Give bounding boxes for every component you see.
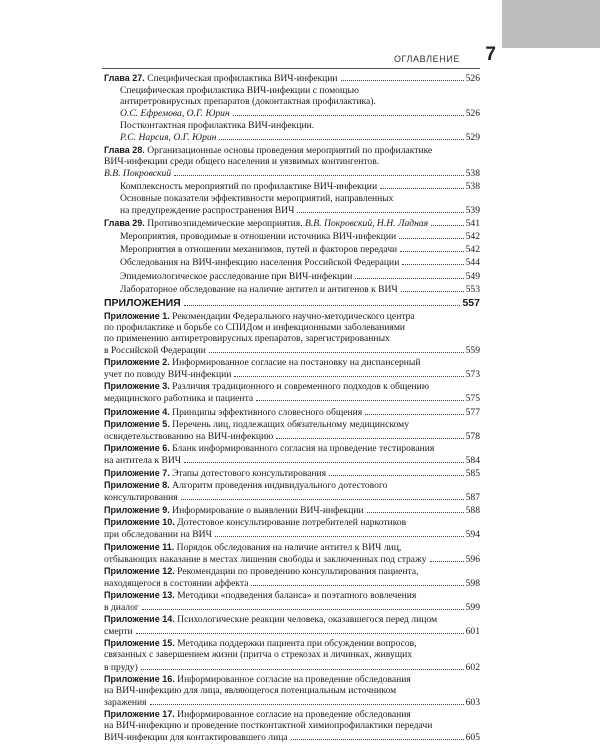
toc-entry[interactable] [104, 504, 480, 516]
entry-title: Бланк информированного согласия на проведение тестирования [172, 442, 435, 454]
entry-label: Приложение 4. [104, 406, 170, 417]
entry-title: ВИЧ-инфекции среди общего населения и уязвимых контингентов. [104, 155, 380, 167]
leader-dots [181, 491, 464, 500]
entry-author: В.В. Покровский [104, 167, 172, 179]
toc-entry[interactable] [104, 638, 480, 672]
line-text [104, 542, 401, 553]
line-text [104, 73, 338, 84]
entry-title: в пруду) [104, 661, 138, 673]
toc-entry[interactable] [104, 283, 480, 295]
page-ref: 549 [465, 270, 480, 282]
line-text [104, 614, 437, 625]
entry-title: в диалог [104, 602, 139, 614]
entry-title: находящегося в состоянии аффекта [104, 577, 249, 589]
toc-line [104, 720, 480, 731]
leader-dots [430, 553, 464, 562]
entry-title: на предупреждение распространения ВИЧ [120, 205, 295, 217]
page-ref: 605 [465, 732, 480, 744]
line-text [104, 697, 147, 708]
toc-line [104, 217, 480, 229]
toc-entry[interactable] [104, 193, 480, 216]
page-ref: 587 [465, 492, 480, 504]
entry-label: Приложение 1. [104, 310, 170, 321]
leader-dots [184, 297, 461, 306]
entry-label: Приложение 6. [104, 442, 170, 453]
line-text [120, 244, 397, 255]
toc-line [104, 167, 480, 179]
entry-title: Дотестовое консультирование потребителей наркотиков [177, 517, 407, 529]
entry-label: Глава 28. [104, 144, 145, 155]
leader-dots [367, 504, 464, 513]
entry-title: Постконтактная профилактика ВИЧ-инфекции. [120, 120, 315, 132]
toc-entry[interactable] [104, 590, 480, 613]
entry-title: Рекомендации Федерального научно-методического центра [172, 310, 415, 322]
toc-entry[interactable] [104, 230, 480, 242]
line-text [104, 685, 396, 696]
entry-label: Приложение 9. [104, 505, 170, 516]
toc-line [104, 368, 480, 380]
page-number: 7 [485, 44, 496, 65]
entry-title: Различия традиционного и современного подходов к общению [172, 381, 429, 393]
toc-line [104, 685, 480, 696]
entry-label: Приложение 15. [104, 638, 175, 649]
page-ref: 573 [465, 369, 480, 381]
toc-entry[interactable] [104, 381, 480, 404]
page-ref: 539 [465, 205, 480, 217]
toc-line [120, 283, 480, 295]
header-rule [102, 68, 480, 69]
line-text [104, 369, 231, 380]
page-ref: 557 [462, 296, 480, 309]
toc-line [104, 467, 480, 479]
toc-line [104, 357, 480, 368]
entry-label: Приложение 17. [104, 708, 175, 719]
entry-label: Приложение 5. [104, 418, 170, 429]
toc-entry[interactable] [104, 243, 480, 255]
line-text [104, 345, 206, 356]
line-text [120, 96, 376, 107]
entry-title: отбывающих наказание в местах лишения свободы и заключенных под стражу [104, 553, 427, 565]
toc-entry[interactable] [104, 517, 480, 540]
page-ref: 585 [465, 468, 480, 479]
page-ref: 588 [465, 505, 480, 517]
line-text [104, 638, 417, 649]
toc-line [104, 504, 480, 516]
line-text [104, 709, 411, 720]
entry-author: В.В. Покровский, Н.Н. Ладная [305, 218, 429, 230]
line-text [104, 218, 428, 229]
toc-entry[interactable] [104, 406, 480, 418]
entry-label: Приложение 12. [104, 565, 175, 576]
page-ref: 596 [465, 553, 480, 565]
line-text [104, 311, 415, 322]
toc-line [104, 443, 480, 454]
entry-title: Порядок обследования на наличие антител к ВИЧ лиц, [176, 541, 402, 553]
entry-title: антиретровирусных препаратов (доконтактная профилактика). [120, 96, 376, 108]
line-text [104, 720, 432, 731]
toc-line [120, 120, 480, 131]
toc-entry[interactable] [104, 180, 480, 192]
toc-line [104, 614, 480, 625]
entry-title: на ВИЧ-инфекцию для лица, являющегося потенциальным источником [104, 684, 397, 696]
toc-entry[interactable] [104, 566, 480, 589]
line-text [104, 393, 253, 404]
line-text [104, 357, 420, 368]
entry-title: Основные показатели эффективности мероприятий, направленных [120, 192, 394, 204]
toc-entry[interactable] [104, 357, 480, 380]
line-text [104, 381, 429, 392]
leader-dots [215, 528, 464, 537]
entry-label: Глава 27. [104, 73, 145, 83]
entry-title: Специфическая профилактика ВИЧ-инфекции с помощью [120, 85, 359, 97]
entry-label: Приложение 13. [104, 589, 175, 600]
line-text [120, 193, 393, 204]
line-text [104, 168, 171, 179]
entry-title: Лабораторное обследование на наличие антител и антигенов к ВИЧ [120, 283, 398, 295]
toc-entry[interactable] [104, 467, 480, 479]
toc-line [104, 625, 480, 637]
toc-line [104, 381, 480, 392]
toc-line [120, 131, 480, 143]
leader-dots [184, 454, 464, 463]
line-text [120, 284, 398, 295]
toc-line [104, 577, 480, 589]
leader-dots [297, 204, 463, 213]
entry-label: Приложение 14. [104, 614, 175, 625]
toc-line [104, 392, 480, 404]
toc-line [104, 491, 480, 503]
entry-title: Эпидемиологическое расследование при ВИЧ-инфекции [120, 270, 353, 282]
leader-dots [256, 392, 463, 401]
entry-title: медицинского работника и пациента [104, 393, 254, 405]
entry-label: Глава 29. [104, 218, 145, 229]
line-text [104, 480, 387, 491]
line-text [104, 156, 379, 167]
toc-line [120, 180, 480, 192]
entry-title: по профилактике и борьбе со СПИДом и инфекционными заболеваниями [104, 321, 406, 333]
leader-dots [400, 243, 463, 252]
leader-dots [233, 107, 464, 116]
leader-dots [141, 661, 464, 670]
toc-entry[interactable] [104, 270, 480, 282]
toc-entry[interactable] [104, 419, 480, 442]
page-ref: 553 [465, 283, 480, 295]
toc-line [104, 145, 480, 156]
line-text [120, 205, 294, 216]
appendix-heading [104, 297, 480, 309]
leader-dots [399, 230, 463, 239]
page-ref: 603 [465, 696, 480, 708]
line-text [104, 492, 178, 503]
leader-dots [251, 577, 463, 586]
line-text [104, 590, 416, 601]
toc-line [120, 243, 480, 255]
entry-title: Принципы эффективного словесного общения [172, 406, 363, 418]
line-text [120, 108, 230, 119]
toc-line [104, 72, 480, 84]
leader-dots [219, 131, 463, 140]
entry-author: О.С. Ефремова, О.Г. Юрин [120, 108, 230, 120]
toc-entry[interactable] [104, 85, 480, 119]
toc-line [104, 311, 480, 322]
entry-title: Противоэпидемические мероприятия. [147, 218, 303, 230]
entry-title: учет по поводу ВИЧ-инфекции [104, 369, 232, 381]
toc-line [104, 566, 480, 577]
entry-title: Информированное согласие на проведение обследования [177, 708, 411, 720]
entry-title: Мероприятия, проводимые в отношении источника ВИЧ-инфекции [120, 231, 397, 243]
page-ref: 575 [465, 393, 480, 405]
line-text [104, 322, 405, 333]
entry-title: Алгоритм проведения индивидуального дотестового [172, 480, 388, 492]
entry-label: Приложение 8. [104, 480, 170, 491]
toc-line [104, 542, 480, 553]
line-text [104, 517, 406, 528]
line-text [104, 407, 362, 418]
line-text [104, 732, 288, 743]
toc-entry[interactable] [104, 709, 480, 743]
toc-line [104, 322, 480, 333]
page-ref: 601 [465, 626, 480, 638]
line-text [104, 443, 434, 454]
line-text [104, 674, 411, 685]
leader-dots [355, 270, 463, 279]
toc-line [104, 480, 480, 491]
page-ref: 542 [465, 244, 480, 256]
entry-label: Приложение 10. [104, 517, 175, 528]
entry-title: смерти [104, 626, 133, 638]
page-ref: 526 [465, 108, 480, 120]
line-text [104, 662, 138, 673]
toc-entry[interactable] [104, 480, 480, 503]
running-head: ОГЛАВЛЕНИЕ [393, 54, 460, 64]
page-ref: 578 [465, 430, 480, 442]
leader-dots [431, 217, 463, 226]
leader-dots [402, 256, 463, 265]
entry-title: Организационные основы проведения мероприятий по профилактике [147, 144, 433, 156]
line-text [104, 649, 412, 660]
toc-line [120, 270, 480, 282]
leader-dots [341, 72, 464, 81]
toc-entry[interactable] [104, 614, 480, 637]
page-ref: 599 [465, 602, 480, 614]
page-ref: 529 [465, 132, 480, 144]
toc-line [104, 454, 480, 466]
line-text [104, 419, 409, 430]
leader-dots [276, 430, 463, 439]
page-ref: 538 [465, 167, 480, 179]
toc-line [104, 344, 480, 356]
toc-line [104, 419, 480, 430]
entry-title: Информированное согласие на постановку на диспансерный [172, 357, 421, 369]
line-text [104, 602, 139, 613]
toc-entry[interactable] [104, 217, 480, 229]
toc-line [120, 85, 480, 96]
toc-entry[interactable] [104, 145, 480, 179]
toc-line [120, 230, 480, 242]
entry-title: Информирование о выявлении ВИЧ-инфекции [172, 505, 364, 517]
entry-title: Методики «подведения баланса» и поэтапного вовлечения [177, 589, 417, 601]
entry-title: связанных с завершением жизни (притча о стрекозах и личинках, живущих [104, 649, 413, 661]
line-text [120, 231, 396, 242]
toc-entry[interactable] [104, 72, 480, 84]
leader-dots [150, 696, 464, 705]
entry-title: освидетельствованию на ВИЧ-инфекцию [104, 430, 274, 442]
toc-line [104, 638, 480, 649]
entry-title: в Российской Федерации [104, 345, 206, 357]
entry-title: на антитела к ВИЧ [104, 454, 182, 466]
line-text [104, 333, 390, 344]
toc-line [120, 256, 480, 268]
line-text [120, 271, 352, 282]
toc-entry[interactable] [104, 542, 480, 565]
line-text [104, 578, 248, 589]
entry-label: Приложение 3. [104, 381, 170, 392]
toc-line [104, 406, 480, 418]
entry-label: Приложение 2. [104, 357, 170, 368]
page-ref: 526 [465, 73, 480, 84]
entry-title: на ВИЧ-инфекцию и проведение постконтактной химиопрофилактики передачи [104, 719, 433, 731]
toc-line [104, 601, 480, 613]
leader-dots [136, 625, 464, 634]
entry-label: Приложение 7. [104, 468, 170, 478]
line-text [104, 529, 212, 540]
line-text [120, 120, 314, 131]
toc-line [120, 107, 480, 119]
toc-line [104, 553, 480, 565]
chapter-tab-marker [502, 0, 600, 48]
leader-dots [174, 167, 464, 176]
page-ref: 559 [465, 345, 480, 357]
line-text [104, 626, 133, 637]
entry-title: Комплексность мероприятий по профилактике ВИЧ-инфекции [120, 180, 378, 192]
line-text [104, 554, 427, 565]
toc-line [104, 709, 480, 720]
entry-title: Этапы дотестового консультирования [172, 468, 327, 479]
entry-title: Психологические реакции человека, оказавшегося перед лицом [177, 614, 438, 626]
line-text [120, 257, 399, 268]
toc-line [104, 696, 480, 708]
leader-dots [365, 406, 463, 415]
toc-line [104, 731, 480, 743]
entry-title: Перечень лиц, подлежащих обязательному медицинскому [172, 418, 409, 430]
leader-dots [234, 368, 463, 377]
entry-author: Р.С. Нарсия, О.Г. Юрин [120, 132, 217, 144]
entry-title: Рекомендации по проведению консультирования пациента, [177, 565, 419, 577]
toc-line [104, 590, 480, 601]
leader-dots [329, 467, 464, 476]
page-ref: 577 [465, 406, 480, 418]
line-text [104, 145, 432, 156]
toc-line [104, 649, 480, 660]
line-text [104, 431, 273, 442]
page-ref: 538 [465, 180, 480, 192]
toc-line [104, 517, 480, 528]
page-ref: 594 [465, 529, 480, 541]
toc-line [104, 661, 480, 673]
toc-line [104, 333, 480, 344]
toc-entry[interactable] [104, 443, 480, 466]
entry-title: Специфическая профилактика ВИЧ-инфекции [147, 73, 338, 84]
heading-text: ПРИЛОЖЕНИЯ [104, 297, 181, 309]
page-ref: 544 [465, 257, 480, 269]
line-text [104, 468, 326, 479]
line-text [104, 455, 181, 466]
entry-title: Мероприятия в отношении механизмов, путей и факторов передачи [120, 244, 398, 256]
line-text [120, 132, 216, 143]
leader-dots [380, 180, 464, 189]
entry-title: при обследовании на ВИЧ [104, 529, 212, 541]
table-of-contents [104, 72, 480, 743]
line-text [120, 85, 359, 96]
toc-entry[interactable] [104, 120, 480, 143]
toc-line [120, 96, 480, 107]
leader-dots [291, 731, 464, 740]
toc-line [120, 204, 480, 216]
toc-line [104, 430, 480, 442]
entry-title: ВИЧ-инфекции для контактировавшего лица [104, 732, 288, 744]
entry-label: Приложение 16. [104, 673, 175, 684]
entry-title: заражения [104, 696, 147, 708]
toc-entry[interactable] [104, 674, 480, 708]
page-ref: 602 [465, 661, 480, 673]
entry-title: Обследования на ВИЧ-инфекцию населения Российской Федерации [120, 257, 400, 269]
leader-dots [142, 601, 464, 610]
page-ref: 541 [465, 218, 480, 230]
line-text [120, 181, 377, 192]
line-text [104, 505, 364, 516]
line-text [104, 566, 419, 577]
page-ref: 542 [465, 231, 480, 243]
entry-label: Приложение 11. [104, 541, 175, 552]
toc-entry[interactable] [104, 256, 480, 268]
toc-line [120, 193, 480, 204]
entry-title: Методика поддержки пациента при обсуждении вопросов, [177, 638, 417, 650]
entry-title: по применению антиретровирусных препаратов, зарегистрированных [104, 332, 390, 344]
leader-dots [401, 283, 464, 292]
entry-title: Информированное согласие на проведение обследования [177, 673, 411, 685]
entry-title: консультирования [104, 492, 178, 504]
toc-line [104, 528, 480, 540]
page-ref: 584 [465, 454, 480, 466]
toc-line [104, 674, 480, 685]
toc-line [104, 156, 480, 167]
page-ref: 598 [465, 577, 480, 589]
toc-entry[interactable] [104, 311, 480, 356]
leader-dots [209, 344, 464, 353]
